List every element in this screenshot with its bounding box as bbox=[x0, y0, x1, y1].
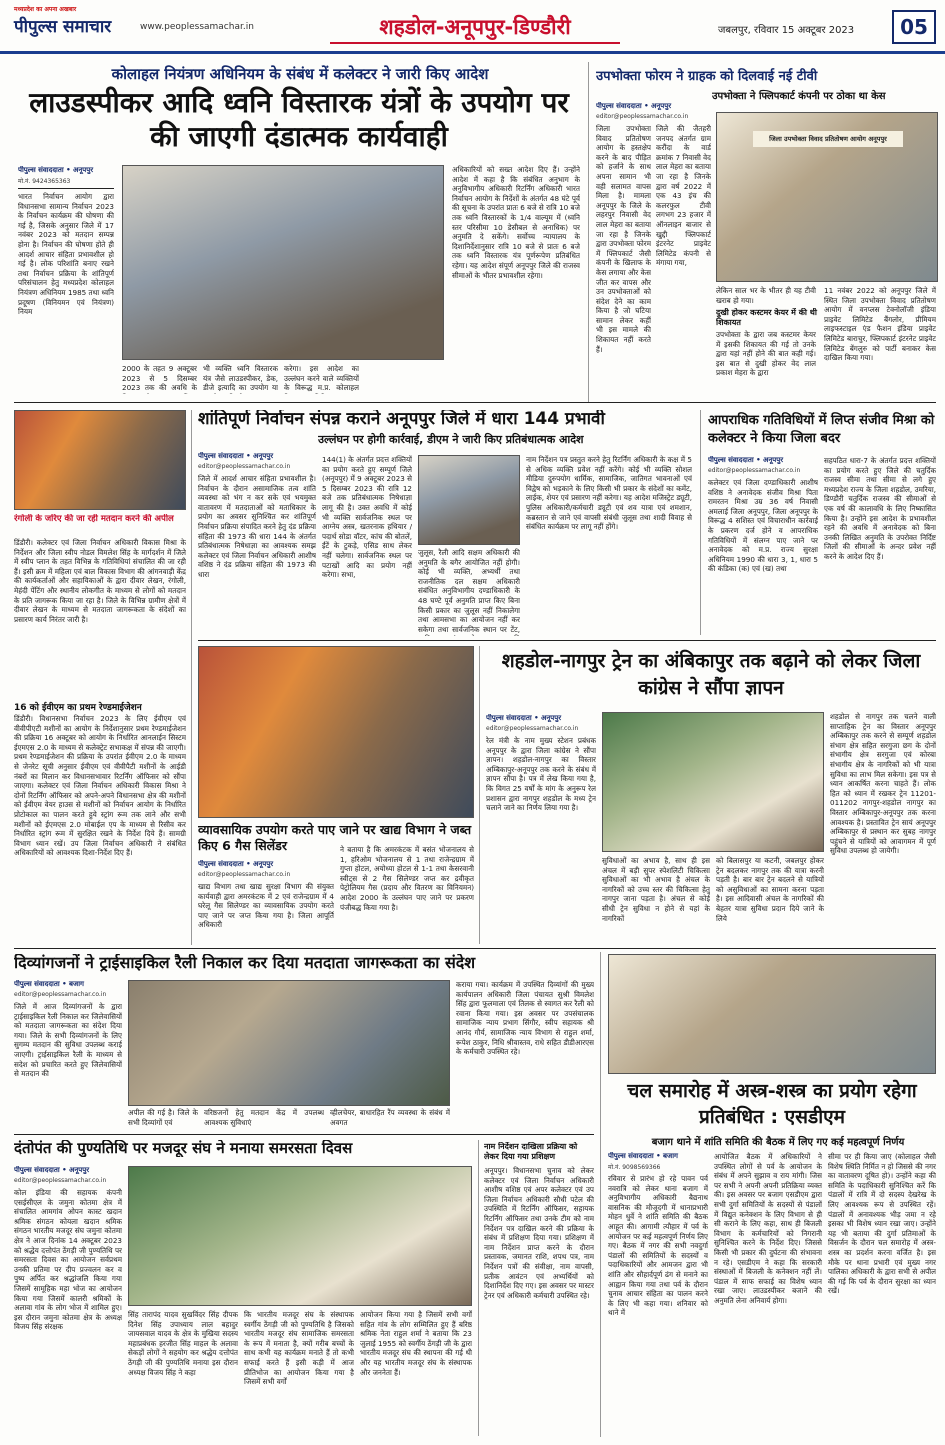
story2-office-photo bbox=[716, 112, 938, 282]
divider bbox=[18, 188, 114, 189]
story1-mobile: मो.नं. 9424365363 bbox=[18, 178, 71, 185]
story8-byline: पीपुल्स संवाददाता • बजाग bbox=[14, 980, 84, 988]
section-divider bbox=[14, 402, 936, 403]
story3-col2: 144(1) के अंतर्गत प्रदत्त शक्तियों का प्रयोग करते हुए सम्पूर्ण जिले (अनूपपुर) में 9 अक्टूबर 2023 से 5 दिसम्बर 2023 की रात्रि 12 बजे तक प्रतिबंधात्मक निषेधाज्ञा लागू की है। उक्त अवधि में कोई भी व्यक्ति सार्वजनिक स्थल पर आग्नेय अस्त्र, खतरनाक हथियार /पदार्थ सोडा वॉटर, कांच की बोतलें, ईंटें के टुकड़े, एसिड साथ लेकर नहीं चलेगा। सार्वजनिक स्थल पर पटाखों आदि का प्रयोग नहीं करेगा। सभा, bbox=[322, 455, 412, 580]
story1-col4: करेगा। इस आदेश का उल्लंघन करने वाले व्यक्तियों के विरूद्ध म.प्र. कोलाहल bbox=[284, 364, 359, 393]
story7-byline: पीपुल्स संवाददाता • अनूपपुर bbox=[486, 714, 562, 722]
story9-sub: बजाग थाने में शांति समिति की बैठक में लिए गए कई महत्वपूर्ण निर्णय bbox=[651, 1137, 905, 1148]
story8-headline: दिव्यांगजनों ने ट्राईसाइकिल रैली निकाल कर दिया मतदाता जागरूकता का संदेश bbox=[14, 954, 476, 972]
story9-col2: आयोजित बैठक में अधिकारियों ने उपस्थित लोगों से पर्व के आयोजन के संबंध में अपने सुझाव व राय मांगी। जिस पर सभी ने अपनी अपनी प्रतिक्रिया व्यक्त की। इस अवसर पर बजाग एसडीएम द्वारा सभी दुर्गा समितियों के सदस्यों से पंडालों में विद्युत कनेक्शन के लिए विभाग से ही सी कराने के लिए कहा, साथ ही बिजली विभाग के कर्मचारियों को निगरानी सुनिश्चित करने के निर्देश दिए। जिससे किसी भी प्रकार की दुर्घटना की संभावना न रहे। एसडीएम ने कहा कि सरकारी संस्थाओं में बिजली के कनेक्शन नहीं लें। पंडाल में साफ सफाई का विशेष ध्यान रखा जाए। लाउडस्पीकर बजाने की अनुमति लेना अनिवार्य होगा। bbox=[714, 1152, 822, 1305]
section-divider bbox=[14, 948, 936, 949]
story2-sub: उपभोक्ता ने फ्लिपकार्ट कंपनी पर ठोका था केस bbox=[712, 91, 886, 102]
story6-byline: पीपुल्स संवाददाता • अनूपपुर bbox=[198, 860, 274, 868]
story2-col4: उपभोक्ता के द्वारा जब कस्टमर केयर में इसकी शिकायत की गई तो उनके द्वारा यहां नहीं होने की बात कही गई। इस बात से दुखी होकर वेद लाल प्रकाश मेहरा के द्वारा bbox=[716, 330, 816, 378]
story8-col5: कराया गया। कार्यक्रम में उपस्थित दिव्यांगों की मुख्य कार्यपालन अधिकारी जिला पंचायत सुश्री विमलेश सिंह द्वारा फूलमाला एवं तिलक से स्वागत कर रैली को रवाना किया गया। इस अवसर पर उपसंचालक सामाजिक न्याय प्रभाग सिंगौर, स्वीप सहायक श्री आनंद गौर्य, सामाजिक न्याय विभाग से राहुल शर्मा, रूपेश ठाकुर, निधि श्रीवास्तव, राधे सहित डीडीआरएस के कर्मचारी उपस्थित रहे। bbox=[456, 980, 594, 1057]
dateline: जबलपुर, रविवार 15 अक्टूबर 2023 bbox=[718, 25, 855, 36]
collector-portrait bbox=[418, 455, 520, 545]
story1-col3: भी व्यक्ति ध्वनि विस्तारक यंत्र जैसे लाउडस्पीकर, डेक, डीजे इत्यादि का उपयोग या bbox=[203, 364, 278, 393]
logo-tagline: मध्यप्रदेश का अपना अखबार bbox=[14, 6, 77, 13]
story2-photo-caption: दुखी होकर कस्टमर केयर में की थी शिकायत bbox=[716, 308, 817, 327]
story8-col4: व्हीलचेयर, बाधारहित रैंप व्यवस्था के संबंध में अवगत bbox=[330, 1108, 450, 1127]
column-rule bbox=[588, 62, 589, 402]
nomination-text: अनूपपुर। विधानसभा चुनाव को लेकर कलेक्टर एवं जिला निर्वाचन अधिकारी आशीष वशिष्ठ एवं अपर कलेक्टर एवं उप जिला निर्वाचन अधिकारी सौधी पटेल की उपस्थिति में रिटर्निंग ऑफिसर, सहायक रिटर्निंग ऑफिसर तथा उनके टीम को नाम निर्देशन पत्र दाखिल करने की प्रक्रिया के संबंध में प्रशिक्षण दिया गया। प्रशिक्षण में नाम निर्देशन प्राप्त करने के दौरान प्रस्तावक, जमानत राशि, शपथ पत्र, नाम निर्देशन पत्रों की संवीक्षा, नाम वापसी, प्रतीक आवंटन एवं अभ्यर्थियों को दिशानिर्देश दिए गए। इस अवसर पर मास्टर ट्रेनर एवं अधिकारी कर्मचारी उपस्थित रहे। bbox=[484, 1166, 594, 1300]
story1-meeting-photo bbox=[122, 165, 444, 360]
story10-byline: पीपुल्स संवाददाता • अनूपपुर bbox=[14, 1166, 90, 1174]
story8-col3: वरिष्ठजनों हेतु मतदान केंद्र में उपलब्ध आवश्यक सुविधाएं bbox=[204, 1108, 324, 1127]
column-rule bbox=[478, 1140, 479, 1436]
story3-email: editor@peoplessamachar.co.in bbox=[198, 463, 291, 470]
story9-col1: रविवार से प्रारंभ हो रहे पावन पर्व नवरात्रि को लेकर थाना बजाग में अनुविभागीय अधिकारी बैद्यनाथ वासनिक की मौजूदगी में थानाप्रभारी मोहन धुर्वे ने शांति समिति की बैठक आहूत की। आगामी त्यौहार में पर्व के आयोजन पर कई महत्वपूर्ण निर्णय लिए गए। बैठक में नगर की सभी नवदुर्गा पंडालों की समितियों के सदस्यों व पदाधिकारियों और आमजन द्वारा भी शांति और सौहार्दपूर्ण ढंग से मनाने का आह्वान किया गया तथा पर्व के दौरान चुनाव आचार संहिता का पालन करने के लिए भी कहा गया। शनिवार को थाने में bbox=[608, 1174, 708, 1318]
story2-col2: जिले की जैतहरी जनपद अंतर्गत ग्राम करौंदा के वार्ड क्रमांक 7 निवासी वेद लाल मेहरा का बताया जा रहा है जिनके द्वारा वर्ष 2022 में एक 43 इंच की कलरफुल टीवी लगभग 23 हजार में ऑनलाइन बाजार से खुद्दी फ्लिपकार्ट इंटरनेट प्राइवेट लिमिटेड कंपनी से मंगाया गया, bbox=[656, 124, 711, 268]
nomination-title: नाम निर्देशन दाखिला प्रक्रिया को लेकर दिया गया प्रशिक्षण bbox=[484, 1142, 578, 1161]
story2-byline: पीपुल्स संवाददाता • अनूपपुर bbox=[596, 102, 672, 110]
story6-col1: खाद्य विभाग तथा खाद्य सुरक्षा विभाग की संयुक्त कार्यवाही द्वारा अमरकंटक में 2 एवं राजेन्द्रग्राम में 4 घरेलू गैस सिलेण्डर का व्यावसायिक उपयोग करते पाए जाने पर जप्त किया गया है। जिला आपूर्ति अधिकारी bbox=[198, 882, 334, 930]
story8-col2: अपील की गई है। जिले के सभी दिव्यांगों एवं bbox=[128, 1108, 198, 1127]
section-divider bbox=[14, 1134, 594, 1135]
story3-headline: शांतिपूर्ण निर्वाचन संपन्न कराने अनूपपुर जिले में धारा 144 प्रभावी bbox=[198, 410, 605, 429]
story4-col1: कलेक्टर एवं जिला दण्डाधिकारी आशीष वशिष्ठ ने अनावेदक संजीव मिश्रा पिता रामरतन मिश्रा उम्र 36 वर्ष निवासी अमलाई जिला अनूपपुर, जिला अनूपपुर के विरूद्ध 4 सशिस्त एवं विचाराधीन कार्रवाई के प्रकरण दर्ज होने व आपराधिक गतिविधियों में संलग्न पाए जाने पर अनावेदक को म.प्र. राज्य सुरक्षा अधिनियम 1990 की धारा 3, 1, धारा 5 की कंडिका (क) एवं (ख) तथा bbox=[708, 478, 818, 574]
story1-col1: भारत निर्वाचन आयोग द्वारा विधानसभा सामान्य निर्वाचन 2023 के निर्वाचन कार्यक्रम की घोषणा की गई है, जिसके अनुसार जिले में 17 नवंबर 2023 को मतदान सम्पन्न होना है। निर्वाचन की घोषणा होते ही आदर्श आचार संहिता प्रभावशील हो गई है। लोक परिशांति बनाए रखने तथा निर्वाचन प्रक्रिया के शांतिपूर्ण परिसंचालन हेतु मध्यप्रदेश कोलाहल नियंत्रण अधिनियम 1985 तथा ध्वनि प्रदूषण (विनियमन एवं नियंत्रण) नियम bbox=[18, 192, 114, 317]
memorandum-photo bbox=[602, 712, 824, 852]
story3-col1: जिले में आदर्श आचार संहिता प्रभावशील है। निर्वाचन के दौरान असामाजिक तत्व शांति व्यवस्था को भंग न कर सके एवं भयमुक्त वातावरण में मतदाताओं को मताधिकार के प्रयोग का अवसर सुनिश्चित कर शांतिपूर्ण निर्वाचन प्रक्रिया संपादित करने हेतु दंड प्रक्रिया संहिता की 1973 की धारा 144 के अंतर्गत प्रतिबंधात्मक निषेधाज्ञा का आवश्यक समझ कलेक्टर एवं जिला निर्वाचन अधिकारी आशीष वशिष्ठ ने दंड प्रक्रिया संहिता की 1973 की धारा bbox=[198, 474, 316, 579]
story4-col2: सहपठित धारा-7 के अंतर्गत प्रदत्त शक्तियों का प्रयोग करते हुए जिले की चतुर्दिक राजस्व सीमा तथा सीमा से लगे हुए मध्यप्रदेश राज्य के जिला शहडोल, उमरिया, डिण्डौरी चतुर्दिक राजस्व की सीमाओं से एक वर्ष की कालावधि के लिए निष्कासित किया है। उन्होंने इस आदेश के प्रभावशील रहने की अवधि में अनावेदक को बिना उनकी लिखित अनुमति के उपरोक्त निर्दिष्ट जिलों की सीमाओं के अन्दर प्रवेश नहीं करने के आदेश दिए हैं। bbox=[824, 456, 936, 561]
story2-col3: लेकिन साल भर के भीतर ही यह टीवी खराब हो गया। bbox=[716, 286, 816, 305]
column-rule bbox=[479, 646, 480, 944]
story6-col2: ने बताया है कि अमरकंटक में बसंत भोजनालय से 1, हरिओम भोजनालय से 1 तथा राजेन्द्रग्राम में गुप्ता होटल, अयोध्या होटल से 1-1 तथा केसरवानी स्वीट्स से 2 गैस सिलेण्डर जप्त कर द्रवीकृत पेट्रोलियम गैस (प्रदाय और वितरण का विनियमन) आदेश 2000 के उल्लंघन पाए जाने पर प्रकरण पंजीबद्ध किया गया है। bbox=[340, 845, 474, 912]
story8-email: editor@peoplessamachar.co.in bbox=[14, 991, 107, 998]
election-staff-photo bbox=[198, 646, 474, 818]
story10-col4: आयोजन किया गया है जिसमें सभी वर्गों सहित गांव के लोग सम्मिलित हुए हैं बरिष्ठ श्रमिक नेता राहुल शर्मा ने बताया कि 23 जुलाई 1955 को स्वर्गीय ठेंगड़ी जी के द्वारा भारतीय मजदूर संघ की स्थापना की गई थी और यह भारतीय मजदूर संघ के संस्थापक और जननेता हैं। bbox=[360, 1310, 472, 1377]
story4-email: editor@peoplessamachar.co.in bbox=[708, 467, 801, 474]
story7-col4: को बिलासपुर या कटनी, जबलपुर होकर ट्रेन बदलकर नागपुर तक की यात्रा करनी पड़ती है। बार बार ट्रेन बदलने से यात्रियों को असुविधाओं का सामना करना पड़ता है। इस आदिवासी अंचल के नागरिकों की बेहतर यात्रा सुविधा प्रदान दिये जाने के लिये bbox=[716, 856, 824, 923]
story2-col1: जिला उपभोक्ता विवाद प्रतितोषण आयोग के हस्तक्षेप करने के बाद पीड़ित को हर्जाने के साथ अपना सामान भी वही सलामत वापस मिला है। मामला अनूपपुर के जिले के लहरपुर निवासी वेद लाल मेहरा का बताया जा रहा है जिनके द्वारा उपभोक्ता फोरम में फ्लिपकार्ट जैसी कंपनी के खिलाफ के केस लगाया और केस जीत कर वापस और उन उपभोक्ताओं को संदेश देने का काम किया है जो घटिया सामान लेकर कहीं भी इस मामले की शिकायत नहीं करते हैं। bbox=[596, 124, 651, 354]
story1-col5: अधिकारियों को सख्त आदेश दिए हैं। उन्होंने आदेश में कहा है कि संबंधित अनुभाग के अनुविभागीय अधिकारी रिटर्निंग अधिकारी भारत निर्वाचन आयोग के निर्देशों के अंतर्गत 48 घंटे पूर्व की सूचना के उपरांत प्रातः 6 बजे से रात्रि 10 बजे तक ध्वनि विस्तारकों के 1/4 वाल्यूम में (ध्वनि स्तर परिसीमा 10 डेसीबल से अनाधिक) पर अनुमति दे सकेंगे। सर्वोच्च न्यायालय के दिशानिर्देशानुसार रात्रि 10 बजे से प्रातः 6 बजे तक ध्वनि विस्तारक यंत्र पूर्णरूपेण प्रतिबंधित रहेगा। यह आदेश संपूर्ण अनूपपुर जिले की राजस्व सीमाओं के भीतर प्रभावशील रहेगा। bbox=[452, 165, 580, 280]
samrasta-diwas-photo bbox=[128, 1166, 472, 1306]
story7-headline: शहडोल-नागपुर ट्रेन का अंबिकापुर तक बढ़ाने को लेकर जिला कांग्रेस ने सौंपा ज्ञापन bbox=[501, 650, 921, 699]
evm-text: डिंडौरी। विधानसभा निर्वाचन 2023 के लिए ईवीएम एवं वीवीपीएटी मशीनों का आयोग के निर्देशानुसार प्रथम रेण्डमाईजेशन की प्रक्रिया 16 अक्टूबर को आयोग के निर्धारित आनलाईन सिस्टम ईएमएस 2.0 के माध्यम से कलेक्ट्रेट सभाकक्ष में संपन्न की जाएगी। प्रथम रेण्डमाईजेशन की प्रक्रिया के उपरांत ईवीएम 2.0 के माध्यम से जेनरेट सूची अनुसार ईवीएम एवं वीवीपैटी मशीनों के आईडी नंबरों का मिलान कर विधानसभावार रिटर्निंग ऑफिसर को सौंपा जाएगा। कलेक्टर एवं जिला निर्वाचन अधिकारी विकास मिश्रा ने दोनों रिटर्निंग ऑफिसर को अपने-अपने विधानसभा क्षेत्र की मशीनों को ईवीएम वेयर हाउस से मशीनों को निर्वाचन आयोग के निर्धारित प्रोटोकाल का पालन करते हुये स्ट्रांग रूम तक लाने और सभी मशीनों को ईएमएस 2.0 मोबाईल एप के माध्यम से रिसीव कर निर्धारित स्ट्रांग रूम में सुरक्षित रखने के निर्देश दिये हैं। सामग्री विभाग ध्यान रखें। उप जिला निर्वाचन अधिकारी ने संबंधित अधिकारियों को आवश्यक दिशा-निर्देश दिए हैं। bbox=[14, 714, 186, 858]
page-number: 05 bbox=[892, 10, 936, 44]
story7-col1: रेल मंत्री के नाम मुख्य स्टेशन प्रबंधक अनूपपुर के द्वारा जिला कांग्रेस ने सौंपा ज्ञापन। शहडोल-नागपुर का विस्तार अम्बिकापुर-अनूपपुर तक करने के संबंध में ज्ञापन सौंपा है। पत्र में लेख किया गया है, कि विगत 25 वर्षों के मांग के अनुरूप रेल प्रशासन द्वारा नागपुर शहडोल के मध्य ट्रेन चलाने जाने का निर्णय लिया गया है। bbox=[486, 736, 596, 813]
story10-col2: सिंह तारापंद यादव सुखविंदर सिंह दीपक दिनेश सिंह उपाध्याय लाल बहादुर जायसवाल यादव के क्षेत्र के मुखिया सदस्य महाप्रबंधक हरजीत सिंह माहल के अलावा सेकड़ों लोगों ने सहयोग कर श्रद्धेय दत्तोपंत ठेंगड़ी जी की पुण्यतिथि मनाया इस दौरान अध्यक्ष विजय सिंह ने कहा bbox=[128, 1310, 238, 1377]
story7-col3: सुविधाओं का अभाव है, साथ ही इस अंचल में बड़ी सुपर स्पेशलिटी चिकित्सा सुविधाओं का भी अभाव है अंचल के नागरिकों को उच्च स्तर की चिकित्सा हेतु नागपुर जाना पड़ता है। अंचल से कोई सीधी ट्रेन सुविधा न होने से यहां के नागरिकों bbox=[602, 856, 710, 923]
story2-email: editor@peoplessamachar.co.in bbox=[596, 113, 689, 120]
story9-mobile: मो.नं. 9098569366 bbox=[608, 1164, 661, 1171]
peace-meeting-photo bbox=[608, 954, 936, 1074]
story2-kicker: उपभोक्ता फोरम ने ग्राहक को दिलवाई नई टीवी bbox=[596, 69, 818, 84]
story10-col3: कि भारतीय मजदूर संघ के संस्थापक स्वर्गीय ठेंगड़ी जी को पुण्यतिथि है जिसको भारतीय मजदूर संघ सामाजिक समरसता के रूप में मनाता है, क्यों गरीब बच्चों के साथ कभी यह कार्यक्रम मनाते हैं तो कभी सफाई करते हैं इसी कड़ी में आज प्रीतिभोज का आयोजन किया गया है जिसमें सभी वर्गों bbox=[244, 1310, 354, 1387]
story1-byline: पीपुल्स संवाददाता • अनूपपुर bbox=[18, 166, 94, 174]
story8-col1: जिले में आज दिव्यांगजनों के द्वारा ट्राईसाइकिल रैली निकाल कर जिलेवासियों को मतदाता जागरूकता का संदेश दिया गया। जिले के सभी दिव्यांगजनों के लिए सुगम्य मतदान की सुविधा उपलब्ध कराई जाएगी। ट्राईसाइकिल रैली के माध्यम से सदेश को प्रचारित करते हुए जिलेवासियों से मतदान की bbox=[14, 1002, 122, 1079]
story9-byline: पीपुल्स संवाददाता • बजाग bbox=[608, 1152, 678, 1160]
story3-byline: पीपुल्स संवाददाता • अनूपपुर bbox=[198, 452, 274, 460]
story3-col3: जुलूस, रैली आदि सक्षम अधिकारी की अनुमति के बगैर आयोजित नहीं होगी। कोई भी व्यक्ति, अभ्यर्थी तथा राजनीतिक दल सक्षम अधिकारी संबंधित अनुविभागीय दण्डाधिकारी के 48 घण्टे पूर्व अनुमति प्राप्त किए बिना किसी प्रकार का जुलूस नहीं निकालेगा तथा आमसभा का आयोजन नहीं कर सकेगा तथा सार्वजनिक स्थान पर टेंट, bbox=[418, 548, 520, 634]
website-url: www.peoplessamachar.in bbox=[140, 22, 254, 32]
rally-photo bbox=[128, 980, 450, 1106]
section-divider bbox=[198, 640, 936, 641]
story10-email: editor@peoplessamachar.co.in bbox=[14, 1177, 107, 1184]
story3-sub: उल्लंघन पर होगी कार्रवाई, डीएम ने जारी किए प्रतिबंधात्मक आदेश bbox=[318, 433, 584, 446]
rangoli-photo bbox=[14, 410, 186, 510]
logo-text: पीपुल्स समाचार bbox=[14, 17, 112, 37]
column-rule bbox=[600, 952, 601, 1437]
story2-col5: 11 नवंबर 2022 को अनूपपुर जिले में स्थित जिला उपभोक्ता विवाद प्रतितोषण आयोग में वनप्लस टेक्नोलॉजी इंडिया प्राइवेट लिमिटेड बैंगलोर, प्रीमियम लाइफस्टाइल एंड फैशन इंडिया प्राइवेट लिमिटेड बाराचुर, फ्लिपकार्ट इंटरनेट प्राइवेट लिमिटेड बेंगलुरु को पार्टी बनाकर केस दाखिल किया गया। bbox=[824, 286, 936, 363]
column-rule bbox=[191, 410, 192, 945]
edition-title: शहडोल-अनूपपुर-डिण्डौरी bbox=[330, 10, 620, 44]
story1-kicker: कोलाहल नियंत्रण अधिनियम के संबंध में कलेक्टर ने जारी किए आदेश bbox=[111, 65, 489, 83]
story10-headline: दंतोपंत की पुण्यतिथि पर मजदूर संघ ने मनाया समरसता दिवस bbox=[14, 1140, 353, 1157]
rangoli-caption-title: रंगोली के जरिए की जा रही मतदान करने की अपील bbox=[14, 514, 174, 524]
evm-title: 16 को ईवीएम का प्रथम रेण्डमाईजेशन bbox=[14, 703, 142, 713]
story9-col3: सीमा पर ही किया जाए (कोलाहल जैसी विशेष स्थिति निर्मित न हो जिससे की नगर का वातावरण दूषित हो)। उन्होंने कहा की समिति के पदाधिकारी सुनिश्चित करें कि पंडालों में रात्रि में दो सदस्य देखरेख के लिए आवश्यक रूप से उपस्थित रहें। पंडालों में अनावश्यक भीड़ जमा न रहे इसका भी विशेष ध्यान रखा जाए। उन्होंने यह भी बताया की दुर्गा प्रतिमाओं के विसर्जन के दौरान चल समारोह में अस्त्र-शस्त्र का प्रदर्शन करना वर्जित है। इस मौके पर थाना प्रभारी एवं मुख्य नगर पालिका अधिकारी के द्वारा सभी से अपील की गई कि पर्व के दौरान सुरक्षा का ध्यान रखें। bbox=[828, 1152, 936, 1296]
story1-col2: 2000 के तहत 9 अक्टूबर 2023 से 5 दिसम्बर 2023 तक की अवधि के bbox=[122, 364, 197, 393]
story9-headline: चल समारोह में अस्त्र-शस्त्र का प्रयोग रहेगा प्रतिबंधित : एसडीएम bbox=[627, 1080, 917, 1128]
story7-email: editor@peoplessamachar.co.in bbox=[486, 725, 579, 732]
column-rule bbox=[700, 410, 701, 635]
story4-byline: पीपुल्स संवाददाता • अनूपपुर bbox=[708, 456, 784, 464]
story10-col1: कोल इंडिया की सहायक कंपनी एसईसीएल के जमुना कोतमा क्षेत्र में संचालित आमगांव ओपन कास्ट खदान श्रमिक संगठन कोयला खदान श्रमिक संगठन भारतीय मजदूर संघ जमुना कोतमा क्षेत्र ने आज दिनांक 14 अक्टूबर 2023 को श्रद्धेय दत्तोपंत ठेंगड़ी जी पुण्यतिथि पर समरसता दिवस का आयोजन सर्वप्रथम उनकी प्रतिमा पर दीप प्रज्वलन कर व पुष्प अर्पित कर श्रद्धांजलि किया गया जिसमें सामूहिक महा भोज का आयोजन किया गया जिसमें कालरी श्रमिकों के अलावा गांव के लोग भोज में शामिल हुए। इस दौरान जमुना कोतमा क्षेत्र के अध्यक्ष विजय सिंह संरक्षक bbox=[14, 1188, 122, 1332]
story1-headline: लाउडस्पीकर आदि ध्वनि विस्तारक यंत्रों के उपयोग पर की जाएगी दंडात्मक कार्यवाही bbox=[29, 86, 569, 153]
newspaper-logo bbox=[14, 6, 112, 37]
story3-col4: नाम निर्देशन पत्र प्रस्तुत करने हेतु रिटर्निंग अधिकारी के कक्ष में 5 से अधिक व्यक्ति प्रवेश नहीं करेंगे। कोई भी व्यक्ति सोशल मीडिया दुरुपयोग धार्मिक, सामाजिक, जातिगत भावनाओं एवं विद्वेष को भड़काने के लिए किसी भी प्रकार के संदेशों का कमेंट, लाईक, शेयर एवं प्रसारण नहीं करेगा। यह आदेश मजिस्ट्रेट ड्यूटी, पुलिस अधिकारी/कर्मचारी ड्यूटी एवं शव यात्रा एवं शमशान, कब्रस्तान से जाने एवं वापसी संबंधी जुलूस तथा शादी विवाह से संबंधित कार्यक्रम पर लागू नहीं होंगे। bbox=[526, 455, 692, 532]
story6-headline: व्यावसायिक उपयोग करते पाए जाने पर खाद्य विभाग ने जब्त किए 6 गैस सिलेंडर bbox=[198, 822, 472, 853]
rangoli-text: डिंडौरी। कलेक्टर एवं जिला निर्वाचन अधिकारी विकास मिश्रा के निर्देशन और जिला स्वीप नोडल विमलेश सिंह के मार्गदर्शन में जिले में स्वीप प्लान के तहत विभिन्न के गतिविधियां संचालित की जा रही हैं। इसी क्रम में महिला एवं बाल विकास विभाग की आंगनवाड़ी केंद्र की कार्यकर्ताओं और सहायिकाओं के द्वारा दीवार लेखन, रंगोली, मेहंदी पेंटिंग और स्थानीय लोकगीत के माध्यम से लोगों को मतदान के प्रति जागरूक किया जा रहा है। जिले के विभिन्न ग्रामीण क्षेत्रों में दीवार लेखन के माध्यम से मतदाता जागरूकता के संदेशों का प्रसारण कार्य निरंतर जारी है। bbox=[14, 538, 186, 624]
story4-headline: आपराधिक गतिविधियों में लिप्त संजीव मिश्रा को कलेक्टर ने किया जिला बदर bbox=[708, 413, 935, 446]
story7-col5: शहडोल से नागपुर तक चलने वाली साप्ताहिक ट्रेन का विस्तार अनूपपुर अम्बिकापुर तक करने से सम्पूर्ण शहडोल संभाग क्षेत्र सहित सरगुजा छग के दोनों संभागीय क्षेत्र सरगुजा एवं कोरबा संभागीय क्षेत्र के नागरिकों को भी यात्रा सुविधा का लाभ मिल सकेगा। इस पत्र से ध्यान आकर्षित करना चाहते हैं। लोक हित को ध्यान में रखकर ट्रेन 11201-011202 नागपुर-शहडोल नागपुर का विस्तार अम्बिकापुर-अनूपपुर तक करना आवश्यक है। प्रस्तावित ट्रेन सायं अनूपपुर अम्बिकापुर से प्रस्थान कर सुबह नागपुर पहुंचने से यात्रियों को आवागमन में पूर्ण सुविधा उपलब्ध हो जायेगी। bbox=[830, 712, 936, 856]
office-signboard: जिला उपभोक्ता विवाद प्रतितोषण आयोग अनूपपुर bbox=[753, 131, 903, 147]
story6-email: editor@peoplessamachar.co.in bbox=[198, 871, 291, 878]
